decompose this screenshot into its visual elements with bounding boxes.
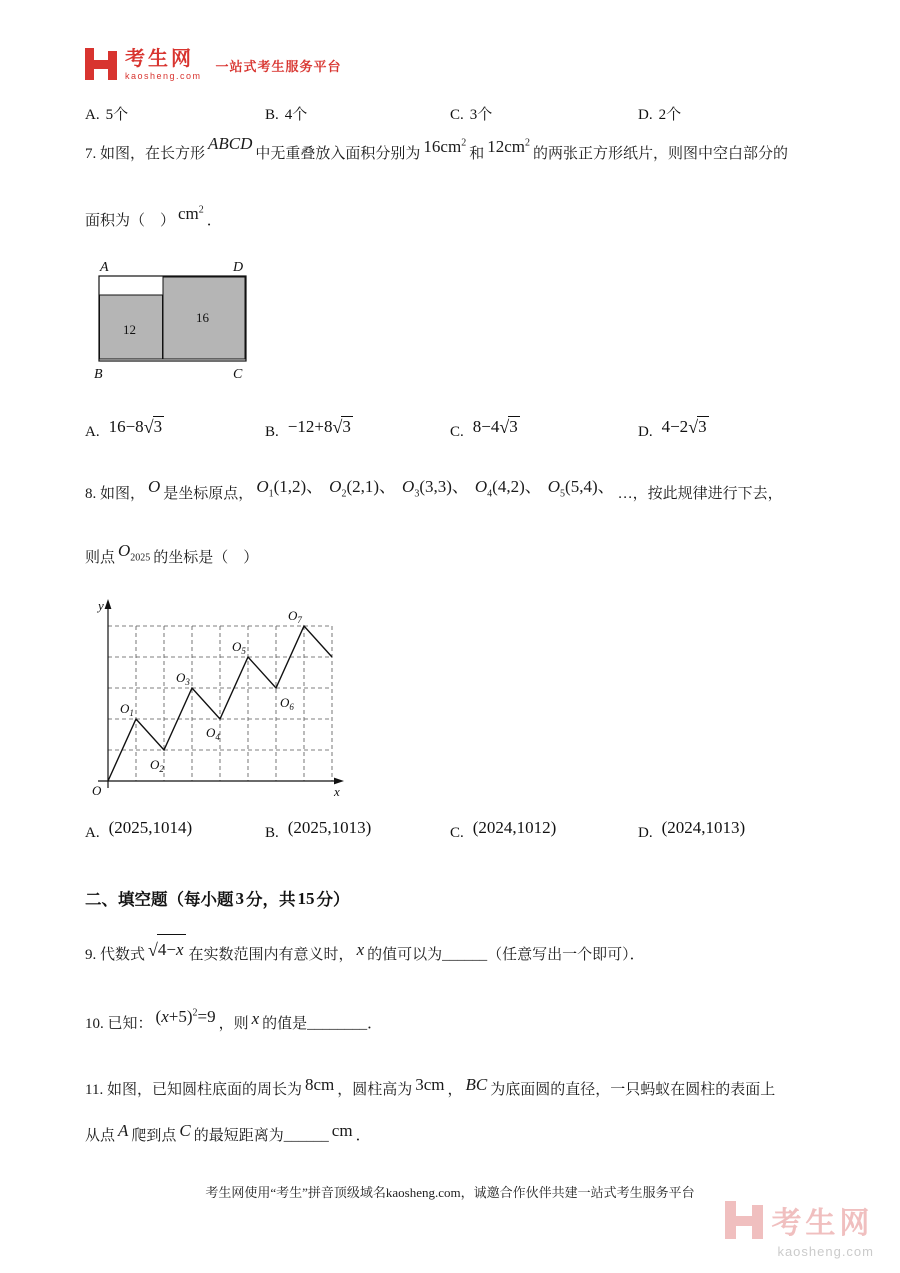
text-segment: 的值是________．: [262, 1016, 383, 1032]
radical-sign-icon: √: [148, 940, 158, 960]
radicand-var: x: [176, 940, 184, 959]
q8-point-1: [256, 472, 323, 502]
sqrt-expression: [688, 416, 708, 437]
heading-number: 3: [235, 889, 244, 908]
option-label: C.: [450, 424, 464, 440]
logo-tagline: 一站式考生服务平台: [215, 59, 342, 74]
question9-text: [85, 938, 645, 970]
option-label: A.: [85, 424, 100, 440]
logo-domain: kaosheng.com: [125, 71, 202, 81]
corner-label-c: C: [233, 367, 243, 382]
point-subscript: 3: [414, 488, 420, 500]
q8-option-b: [265, 818, 374, 842]
q8-point-3: [402, 472, 469, 502]
text-segment: …，按此规律进行下去，: [617, 486, 783, 502]
question7-options: [85, 417, 865, 450]
q9-sqrt-expression: [148, 934, 186, 965]
option-label: D.: [638, 424, 653, 440]
q10-var-x: x: [251, 1009, 260, 1028]
q8-option-c: [450, 818, 559, 842]
logo-name: 考生网: [125, 48, 194, 70]
text-segment: 为底面圆的直径，一只蚂蚁在圆柱的表面上: [490, 1082, 776, 1098]
question8-options: [85, 818, 865, 852]
point-coord: (2,1)、: [346, 477, 397, 496]
expr-prefix: 16−8: [108, 417, 144, 436]
question11-text-line1: [85, 1074, 775, 1105]
radicand: 3: [509, 417, 518, 436]
heading-segment: 分）: [316, 891, 350, 909]
point-label-o1: $O_1$: [120, 701, 134, 718]
corner-label-b: B: [94, 367, 103, 382]
text-segment: 8. 如图，: [85, 486, 146, 502]
q8-option-a: [85, 818, 195, 842]
point-coord: (4,2)、: [492, 477, 542, 496]
point-var: O: [329, 477, 342, 496]
point-subscript: 1: [268, 488, 274, 500]
q9-var-x: x: [356, 940, 365, 959]
q6-option-b: [265, 103, 307, 124]
q7-area-16: [423, 132, 466, 162]
q7-area-12: [487, 132, 530, 162]
superscript: 2: [198, 204, 204, 216]
superscript: 2: [192, 1007, 198, 1019]
footer-text: 考生网使用“考生”拼音顶级域名kaosheng.com，诚邀合作伙伴共建一站式考生服务平台: [205, 1185, 695, 1200]
expr-prefix: −12+8: [287, 417, 333, 436]
logo-text-block: [125, 48, 202, 81]
equation-equals: =9: [197, 1007, 216, 1026]
point-label-o5: $O_5$: [232, 639, 246, 656]
point-label-o2: $O_2$: [150, 757, 164, 774]
expr-prefix: 4−2: [661, 417, 689, 436]
radical-sign-icon: √: [143, 417, 154, 437]
q7-unit: [178, 199, 204, 229]
q8-point-5: [548, 472, 615, 502]
text-segment: ，圆柱高为: [337, 1082, 413, 1098]
value: cm: [178, 204, 199, 223]
point-label-o3: $O_3$: [176, 670, 190, 687]
text-segment: 是坐标原点，: [163, 486, 254, 502]
point-var: O: [118, 541, 131, 560]
q11-var-c: C: [179, 1121, 191, 1140]
question8-text-line2: [85, 542, 258, 573]
radicand: [157, 934, 186, 965]
q11-unit: cm: [331, 1121, 353, 1140]
text-segment: ，则: [218, 1016, 249, 1032]
watermark-domain: kaosheng.com: [777, 1244, 874, 1259]
q6-option-d: [638, 103, 681, 124]
q6-option-a: [85, 103, 128, 124]
q7-option-b: [265, 417, 356, 441]
q6-option-c: [450, 103, 492, 124]
watermark-row: [725, 1198, 874, 1242]
q7-option-d: [638, 417, 712, 441]
option-value: (2025,1013): [287, 818, 372, 837]
option-label: C.: [450, 107, 464, 123]
question7-text-line2: [85, 205, 222, 236]
text-segment: 11. 如图，已知圆柱底面的周长为: [85, 1082, 302, 1098]
sqrt-expression: [144, 416, 164, 437]
option-label: A.: [85, 107, 100, 123]
question7-text-line1: [85, 134, 789, 169]
option-label: C.: [450, 825, 464, 841]
point-coord: (1,2)、: [273, 477, 324, 496]
kaosheng-watermark-icon: [725, 1201, 763, 1239]
text-segment: 10. 已知：: [85, 1016, 153, 1032]
point-label-o6: $O_6$: [280, 695, 294, 712]
option-label: D.: [638, 825, 653, 841]
equation-var: x: [161, 1007, 169, 1026]
text-segment: 爬到点: [131, 1128, 177, 1144]
q8-option-d: [638, 818, 748, 842]
y-axis-arrow-icon: [105, 599, 112, 609]
text-segment: ．: [355, 1128, 371, 1144]
q8-point-4: [475, 472, 542, 502]
option-value: [662, 416, 709, 437]
heading-number: 15: [297, 889, 315, 908]
radicand-number: 4−: [157, 940, 176, 959]
option-label: D.: [638, 107, 653, 123]
kaosheng-logo: [85, 48, 342, 81]
equation-rest: +5): [168, 1007, 193, 1026]
point-var: O: [474, 477, 488, 496]
sqrt-expression: [332, 416, 352, 437]
radical-sign-icon: √: [499, 417, 510, 437]
point-var: O: [402, 477, 415, 496]
watermark-name: 考生网: [771, 1207, 874, 1240]
text-segment: 的坐标是（ ）: [153, 550, 259, 566]
q11-var-a: A: [118, 1121, 129, 1140]
point-var: O: [256, 477, 269, 496]
q11-var-bc: BC: [465, 1075, 488, 1094]
option-label: B.: [265, 424, 279, 440]
radicand: 3: [342, 417, 351, 436]
heading-segment: 分，共: [246, 891, 296, 909]
q11-circumference: 8cm: [304, 1075, 335, 1094]
q7-option-a: [85, 417, 167, 441]
q8-target-point: [118, 536, 150, 566]
section2-heading: [85, 886, 350, 910]
sqrt-expression: [499, 416, 519, 437]
radical-sign-icon: √: [688, 417, 699, 437]
point-var: O: [547, 477, 561, 496]
text-segment: 在实数范围内有意义时，: [188, 947, 354, 963]
option-value: 3个: [469, 107, 493, 123]
superscript: 2: [461, 137, 467, 149]
corner-label-a: A: [100, 260, 109, 275]
q7-var-abcd: ABCD: [208, 134, 253, 153]
question10-text: [85, 1008, 382, 1039]
point-coord: (5,4)、: [565, 477, 615, 496]
radicand: 3: [153, 417, 163, 436]
text-segment: 的值可以为______（任意写出一个即可）．: [367, 947, 645, 963]
paren-open: (: [155, 1007, 162, 1026]
point-coord: (3,3)、: [419, 477, 469, 496]
option-value: [473, 416, 520, 437]
option-value: (2024,1013): [661, 818, 746, 837]
text-segment: 中无重叠放入面积分别为: [255, 146, 421, 162]
question7-figure: [90, 258, 262, 384]
q8-var-origin: O: [148, 477, 161, 496]
radicand: 3: [698, 417, 707, 436]
y-axis-label: y: [98, 598, 104, 613]
x-axis-label: x: [334, 784, 340, 799]
q11-height: 3cm: [415, 1075, 445, 1094]
value: 12cm: [487, 137, 525, 156]
option-value: 4个: [284, 107, 308, 123]
square-12-label: 12: [123, 322, 136, 337]
option-value: 2个: [658, 107, 682, 123]
question11-text-line2: [85, 1120, 371, 1151]
point-subscript: 2: [341, 488, 347, 500]
option-value: 5个: [105, 107, 129, 123]
option-value: [288, 416, 353, 437]
question6-options: [85, 103, 865, 133]
sqrt-expression: [148, 934, 186, 965]
option-label: B.: [265, 825, 279, 841]
expr-prefix: 8−4: [472, 417, 500, 436]
option-label: A.: [85, 825, 100, 841]
q7-option-c: [450, 417, 523, 441]
superscript: 2: [525, 137, 530, 149]
text-segment: 面积为（ ）: [85, 213, 176, 229]
text-segment: 和: [469, 146, 485, 162]
text-segment: 9. 代数式: [85, 947, 146, 963]
value: 16cm: [423, 137, 462, 156]
origin-label: O: [92, 783, 102, 798]
point-label-o4: $O_4$: [206, 725, 220, 742]
point-subscript: 2025: [130, 552, 151, 564]
option-value: (2024,1012): [472, 818, 557, 837]
point-label-o7: $O_7$: [288, 608, 302, 625]
text-segment: 7. 如图，在长方形: [85, 146, 206, 162]
text-segment: 从点: [85, 1128, 116, 1144]
text-segment: ．: [206, 213, 222, 229]
option-value: [109, 416, 164, 437]
point-subscript: 4: [487, 488, 493, 500]
square-16-label: 16: [196, 310, 209, 325]
option-label: B.: [265, 107, 279, 123]
kaosheng-watermark: [725, 1198, 874, 1259]
radical-sign-icon: √: [332, 417, 343, 437]
q8-point-2: [329, 472, 396, 502]
heading-segment: 二、填空题（每小题: [85, 891, 234, 909]
kaosheng-logo-icon: [85, 48, 117, 80]
text-segment: ，: [447, 1082, 463, 1098]
point-subscript: 5: [560, 488, 566, 500]
text-segment: 的两张正方形纸片，则图中空白部分的: [533, 146, 789, 162]
logo-bar-middle: [92, 60, 110, 69]
logo-bar-middle: [734, 1216, 754, 1226]
corner-label-d: D: [233, 260, 244, 275]
question8-text-line1: [85, 478, 783, 509]
option-value: (2025,1014): [108, 818, 193, 837]
question8-figure: [86, 596, 358, 810]
text-segment: 的最短距离为______: [193, 1128, 329, 1144]
text-segment: 则点: [85, 550, 116, 566]
q10-equation: [156, 1002, 216, 1032]
